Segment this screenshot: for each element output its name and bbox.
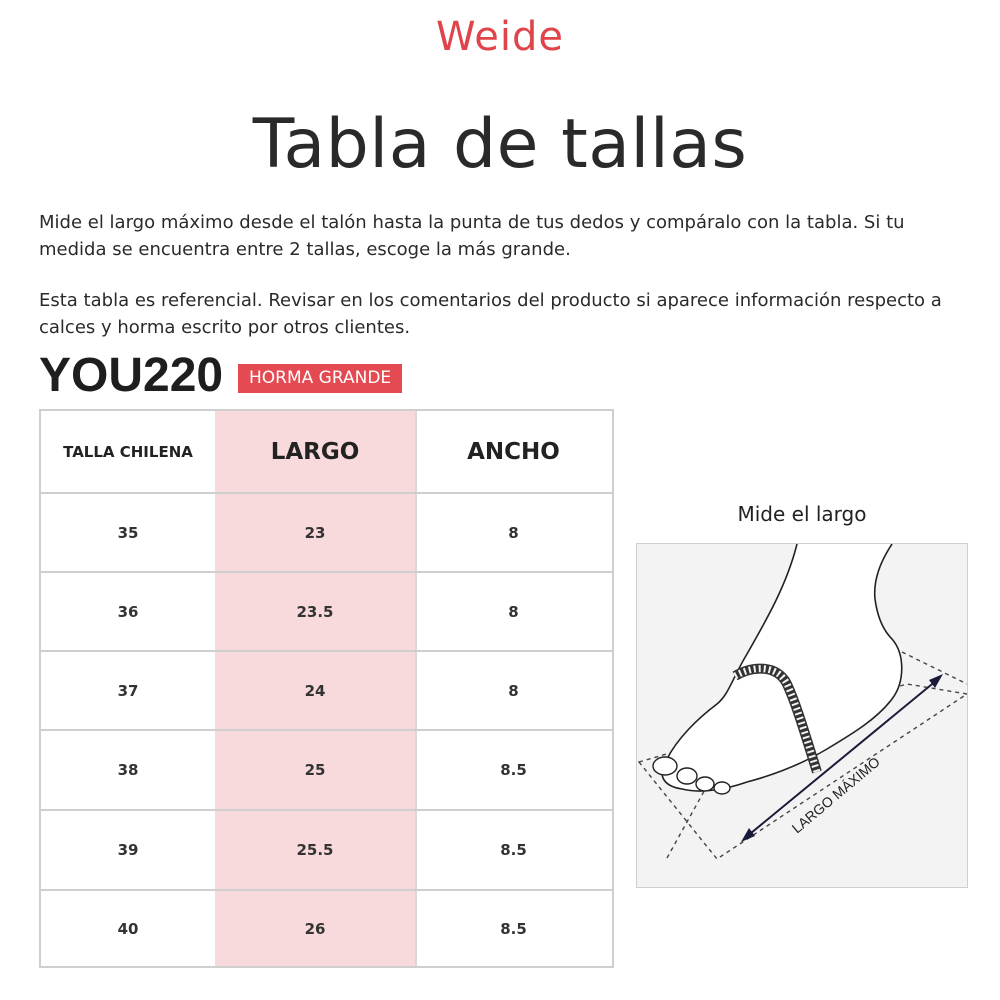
ancho-cell: 8.5 <box>500 841 527 859</box>
talla-cell: 36 <box>117 602 139 621</box>
talla-cell: 39 <box>117 841 139 859</box>
ancho-cell: 8.5 <box>500 919 527 938</box>
brand-logo: Weide <box>436 14 564 60</box>
table-row <box>41 652 612 729</box>
talla-cell: 38 <box>117 761 139 779</box>
fit-badge: HORMA GRANDE <box>238 364 402 393</box>
largo-cell: 24 <box>304 681 326 700</box>
table-header-row <box>41 411 612 492</box>
largo-cell: 26 <box>304 919 326 938</box>
table-row <box>41 811 612 889</box>
header-ancho: ANCHO <box>467 438 560 465</box>
page-title: Tabla de tallas <box>252 105 748 184</box>
table-row <box>41 573 612 650</box>
arrow-label: LARGO MÁXIMO <box>788 753 883 837</box>
foot-outline <box>662 544 902 791</box>
ancho-cell: 8.5 <box>500 761 527 779</box>
talla-cell: 40 <box>117 919 139 938</box>
largo-cell: 23 <box>304 523 326 542</box>
talla-cell: 37 <box>117 681 139 700</box>
talla-cell: 35 <box>117 523 139 542</box>
table-row <box>41 891 612 966</box>
table-row <box>41 731 612 809</box>
ancho-cell: 8 <box>508 523 519 542</box>
table-row <box>41 494 612 571</box>
largo-cell: 23.5 <box>296 602 334 621</box>
toe <box>677 768 697 784</box>
ancho-cell: 8 <box>508 681 519 700</box>
toe <box>696 777 714 791</box>
foot-measure-illustration <box>636 543 968 888</box>
header-largo: LARGO <box>270 438 360 465</box>
largo-cell: 25.5 <box>296 841 334 859</box>
largo-cell: 25 <box>304 761 326 779</box>
description-measure: Mide el largo máximo desde el talón hasta la punta de tus dedos y compáralo con la tabla. Si tu medida se encuentra entre 2 tallas, escoge la más grande. <box>39 212 905 260</box>
arrow-head-start <box>741 828 755 842</box>
header-talla-chilena: TALLA CHILENA <box>63 442 193 461</box>
illustration-title: Mide el largo <box>737 502 867 526</box>
foot-sketch <box>637 544 968 888</box>
size-table <box>39 409 614 968</box>
toe <box>714 782 730 794</box>
ancho-cell: 8 <box>508 602 519 621</box>
product-model: YOU220 <box>39 349 224 402</box>
toe <box>653 757 677 775</box>
description-reference: Esta tabla es referencial. Revisar en los comentarios del producto si aparece información respecto a calces y horma escrito por otros clientes. <box>39 290 942 338</box>
